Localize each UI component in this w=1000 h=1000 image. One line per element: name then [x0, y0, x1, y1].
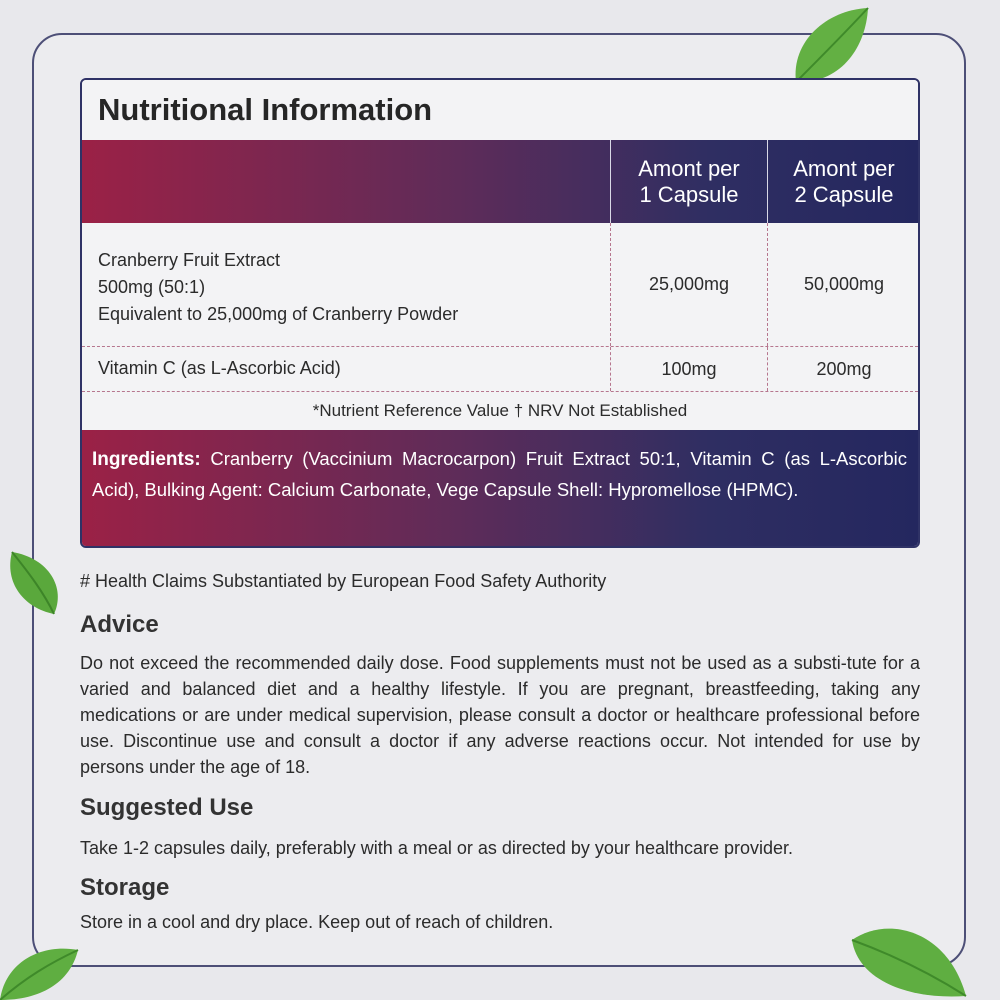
nutrition-table — [80, 78, 920, 548]
header-per-2-capsule — [768, 140, 920, 223]
ingredients-label: Ingredients: — [92, 449, 201, 470]
nutrient-name: Vitamin C (as L-Ascorbic Acid) — [98, 358, 341, 378]
table-header — [82, 140, 918, 223]
nrv-note: *Nutrient Reference Value † NRV Not Established — [312, 401, 688, 420]
leaf-icon — [4, 548, 66, 618]
header-per-1-capsule — [610, 140, 768, 223]
nutrient-line: Equivalent to 25,000mg of Cranberry Powder — [98, 304, 459, 324]
table-row — [82, 347, 918, 392]
suggested-use-heading: Suggested Use — [80, 794, 254, 821]
amount-per-1 — [610, 223, 768, 346]
advice-text: Do not exceed the recommended daily dose. Food supplements must not be used as a substi-tute for a varied and balanced diet and a healthy lifestyle. If you are pregnant, breastfeeding, taking any medications or are under medical supervision, please consult a doctor or healthcare professional before use. Discontinue use and consult a doctor if any adverse reactions occur. Not intended for use by persons under the age of 18. — [80, 653, 920, 777]
nutrient-line: Cranberry Fruit Extract — [98, 250, 281, 270]
nutrient-name — [98, 247, 626, 328]
table-title: Nutritional Information — [82, 80, 918, 140]
amount-per-2 — [768, 347, 920, 391]
health-claims-note: # Health Claims Substantiated by European Food Safety Authority — [80, 571, 607, 591]
suggested-use-text: Take 1-2 capsules daily, preferably with a meal or as directed by your healthcare provider. — [80, 838, 794, 858]
amount-per-1 — [610, 347, 768, 391]
ingredients-box — [82, 430, 918, 548]
header-line: 1 Capsule — [639, 181, 739, 207]
table-row — [82, 223, 918, 347]
storage-heading: Storage — [80, 874, 170, 901]
amount-per-2 — [768, 223, 920, 346]
nutrient-line: 500mg (50:1) — [98, 277, 206, 297]
amount-value: 100mg — [661, 358, 717, 379]
header-line: Amont per — [638, 155, 740, 181]
header-line: Amont per — [793, 155, 895, 181]
amount-value: 50,000mg — [803, 274, 885, 294]
header-line: 2 Capsule — [794, 181, 894, 207]
ingredients-text: Cranberry (Vaccinium Macrocarpon) Fruit Extract 50:1, Vitamin C (as L-Ascorbic Acid), Bulking Agent: Calcium Carbonate, Vege Capsule Shell: Hypromellose (HPMC). — [92, 448, 907, 500]
advice-heading: Advice — [80, 611, 159, 638]
leaf-icon — [0, 938, 80, 1000]
storage-text: Store in a cool and dry place. Keep out of reach of children. — [80, 912, 554, 932]
amount-value: 200mg — [816, 358, 872, 379]
amount-value: 25,000mg — [648, 274, 730, 294]
